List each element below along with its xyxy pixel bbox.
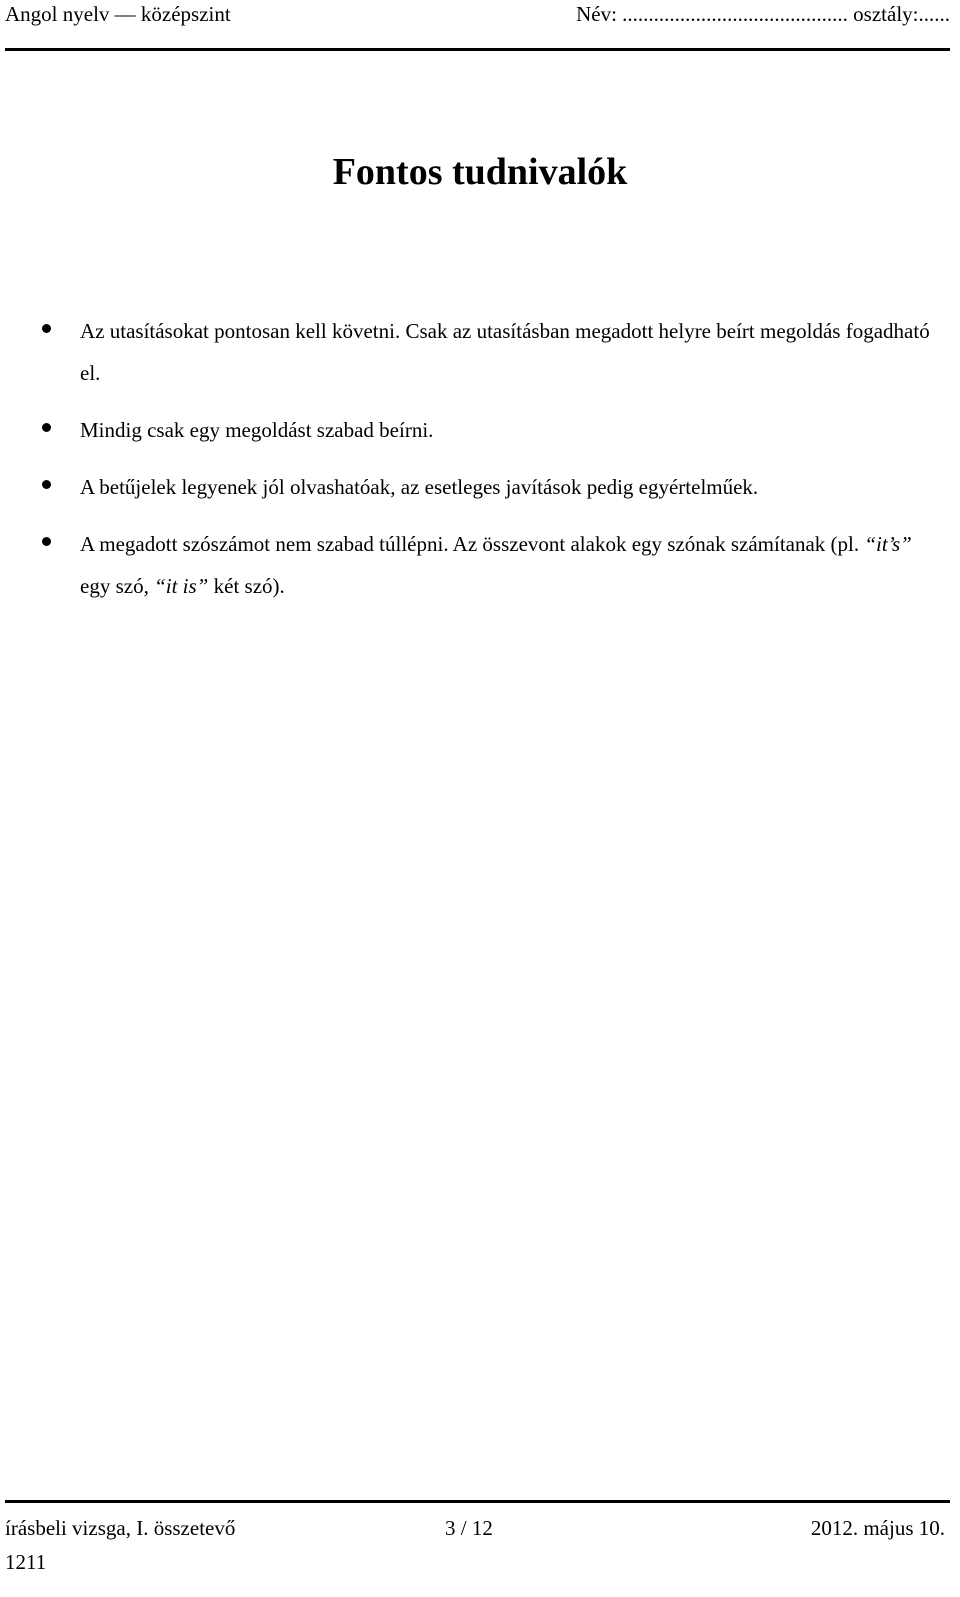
bullet-icon bbox=[42, 480, 51, 489]
footer-divider bbox=[5, 1500, 950, 1503]
footer-date: 2012. május 10. bbox=[810, 1516, 945, 1540]
header-divider bbox=[5, 48, 950, 51]
instruction-text-part: A megadott szószámot nem szabad túllépni. Az összevont alakok egy szónak számítanak (pl. bbox=[80, 532, 865, 556]
bullet-icon bbox=[42, 324, 51, 333]
instruction-text: Mindig csak egy megoldást szabad beírni. bbox=[80, 418, 434, 442]
instruction-text: A betűjelek legyenek jól olvashatóak, az esetleges javítások pedig egyértelműek. bbox=[80, 475, 759, 499]
page-title: Fontos tudnivalók bbox=[332, 151, 628, 193]
bullet-icon bbox=[42, 423, 51, 432]
footer-exam-part: írásbeli vizsga, I. összetevő bbox=[5, 1516, 236, 1540]
instruction-text-part: két szó). bbox=[208, 574, 285, 598]
instruction-item bbox=[0, 523, 930, 607]
footer-page-number: 3 / 12 bbox=[445, 1516, 493, 1540]
instruction-item bbox=[0, 310, 930, 394]
instruction-text bbox=[80, 532, 912, 598]
bullet-icon bbox=[42, 537, 51, 546]
header-subject: Angol nyelv — középszint bbox=[5, 2, 231, 26]
header-name-class-field: Név: ........................................... osztály:...... bbox=[576, 2, 950, 26]
instruction-text-part: egy szó, bbox=[80, 574, 155, 598]
example-full-form: “it is” bbox=[154, 574, 209, 598]
example-contraction: “it’s” bbox=[864, 532, 912, 556]
instruction-text: Az utasításokat pontosan kell követni. Csak az utasításban megadott helyre beírt megoldás fogadható el. bbox=[80, 319, 930, 385]
instructions-list bbox=[0, 310, 960, 622]
footer-code: 1211 bbox=[5, 1550, 47, 1574]
page-header bbox=[5, 0, 950, 34]
instruction-item bbox=[0, 466, 930, 508]
instruction-item bbox=[0, 409, 930, 451]
